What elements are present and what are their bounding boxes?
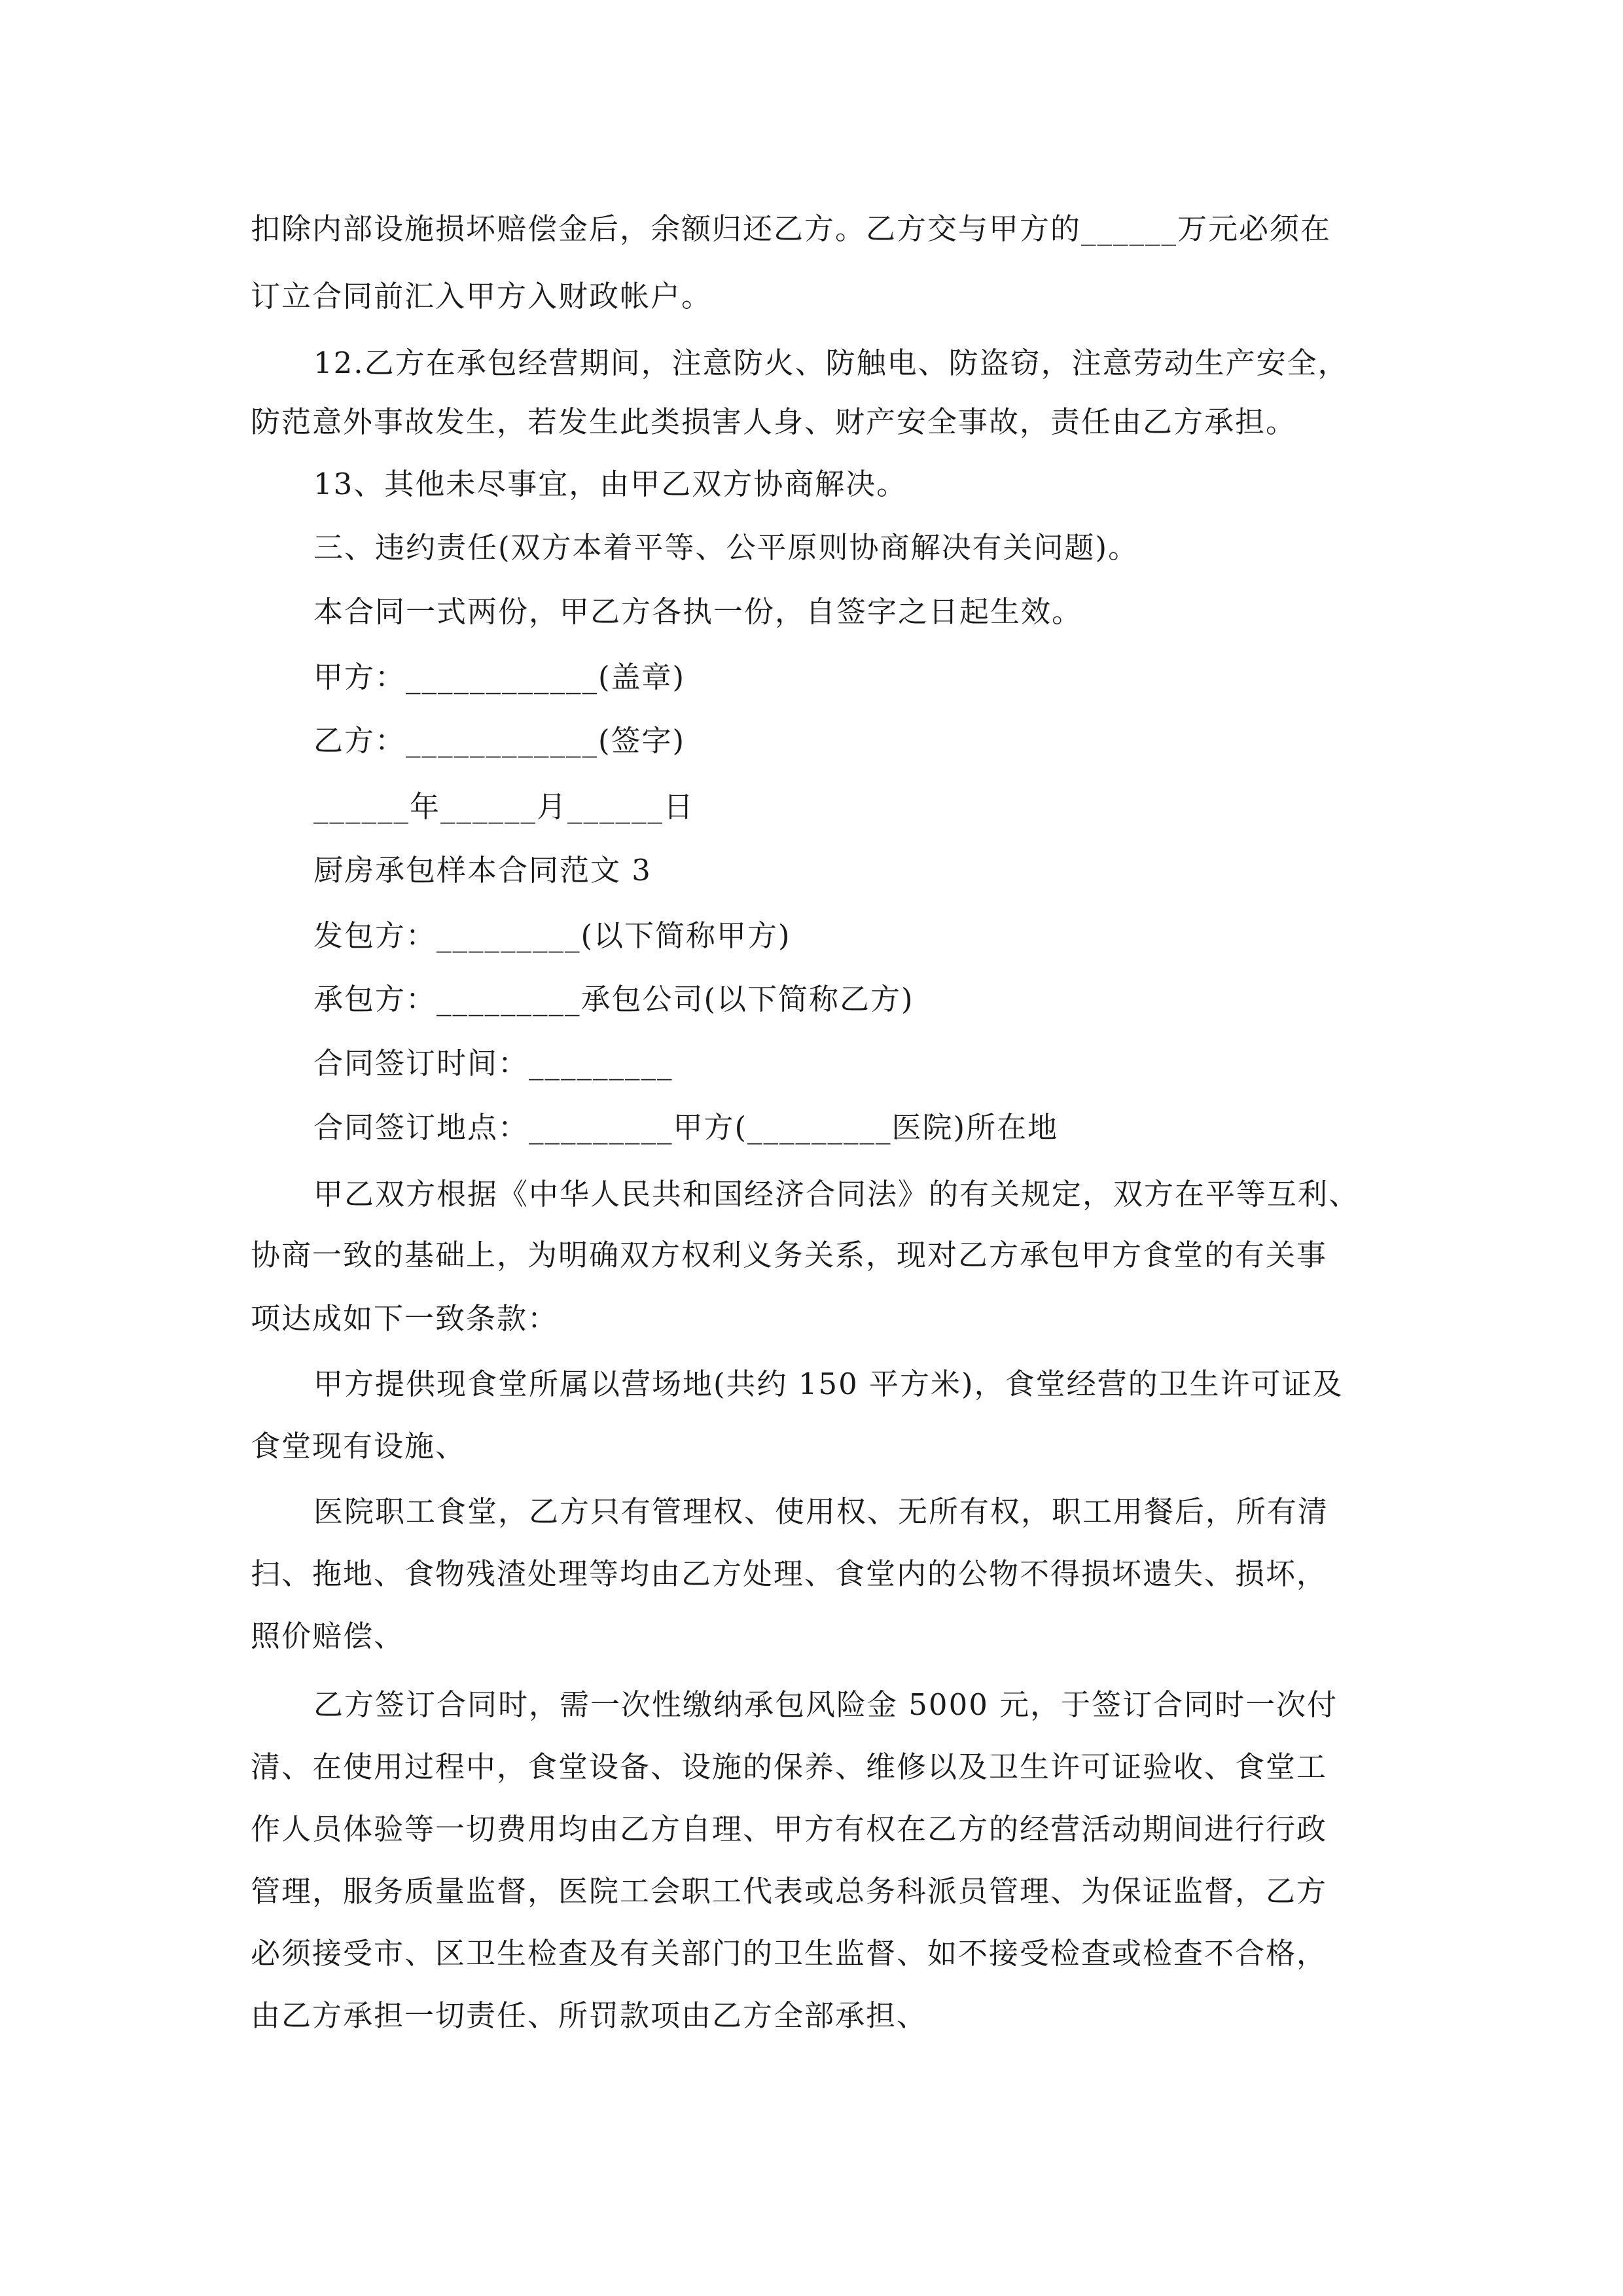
section-heading: 三、违约责任(双方本着平等、公平原则协商解决有关问题)。 xyxy=(313,530,1139,565)
signing-place-line: 合同签订地点：_________甲方(_________医院)所在地 xyxy=(313,1110,1059,1145)
text-line: 照价赔偿、 xyxy=(251,1619,405,1653)
text-line: 12.乙方在承包经营期间，注意防火、防触电、防盗窃，注意劳动生产安全， xyxy=(313,346,1349,380)
text-line: 必须接受市、区卫生检查及有关部门的卫生监督、如不接受检查或检查不合格， xyxy=(251,1936,1328,1971)
text-line: 由乙方承担一切责任、所罚款项由乙方全部承担、 xyxy=(251,1998,928,2033)
text-line: 医院职工食堂，乙方只有管理权、使用权、无所有权，职工用餐后，所有清 xyxy=(313,1494,1329,1529)
text-line: 扫、拖地、食物残渣处理等均由乙方处理、食堂内的公物不得损坏遗失、损坏， xyxy=(251,1556,1328,1591)
text-line: 食堂现有设施、 xyxy=(251,1429,467,1463)
text-line: 甲乙双方根据《中华人民共和国经济合同法》的有关规定，双方在平等互利、 xyxy=(313,1177,1360,1211)
text-line: 乙方签订合同时，需一次性缴纳承包风险金 5000 元，于签订合同时一次付 xyxy=(313,1687,1338,1722)
text-line: 扣除内部设施损坏赔偿金后，余额归还乙方。乙方交与甲方的______万元必须在 xyxy=(251,211,1332,246)
text-line: 作人员体验等一切费用均由乙方自理、甲方有权在乙方的经营活动期间进行行政 xyxy=(251,1812,1328,1846)
text-line: 甲方提供现食堂所属以营场地(共约 150 平方米)，食堂经营的卫生许可证及 xyxy=(313,1367,1344,1401)
text-line: 订立合同前汇入甲方入财政帐户。 xyxy=(251,279,713,314)
contract-title: 厨房承包样本合同范文 3 xyxy=(313,853,652,888)
text-line: 清、在使用过程中，食堂设备、设施的保养、维修以及卫生许可证验收、食堂工 xyxy=(251,1749,1328,1784)
signature-line-party-b: 乙方：____________(签字) xyxy=(313,723,686,758)
date-line: ______年______月______日 xyxy=(313,789,695,824)
text-line: 协商一致的基础上，为明确双方权利义务关系，现对乙方承包甲方食堂的有关事 xyxy=(251,1238,1328,1272)
signature-line-party-a: 甲方：____________(盖章) xyxy=(313,660,686,694)
issuer-line: 发包方：_________(以下简称甲方) xyxy=(313,918,791,953)
text-line: 本合同一式两份，甲乙方各执一份，自签字之日起生效。 xyxy=(313,594,1083,629)
text-line: 防范意外事故发生，若发生此类损害人身、财产安全事故，责任由乙方承担。 xyxy=(251,404,1297,439)
contractor-line: 承包方：_________承包公司(以下简称乙方) xyxy=(313,982,914,1016)
text-line: 13、其他未尽事宜，由甲乙双方协商解决。 xyxy=(313,467,908,501)
text-line: 管理，服务质量监督，医院工会职工代表或总务科派员管理、为保证监督，乙方 xyxy=(251,1874,1328,1909)
text-line: 项达成如下一致条款： xyxy=(251,1301,559,1336)
signing-time-line: 合同签订时间：_________ xyxy=(313,1046,673,1081)
